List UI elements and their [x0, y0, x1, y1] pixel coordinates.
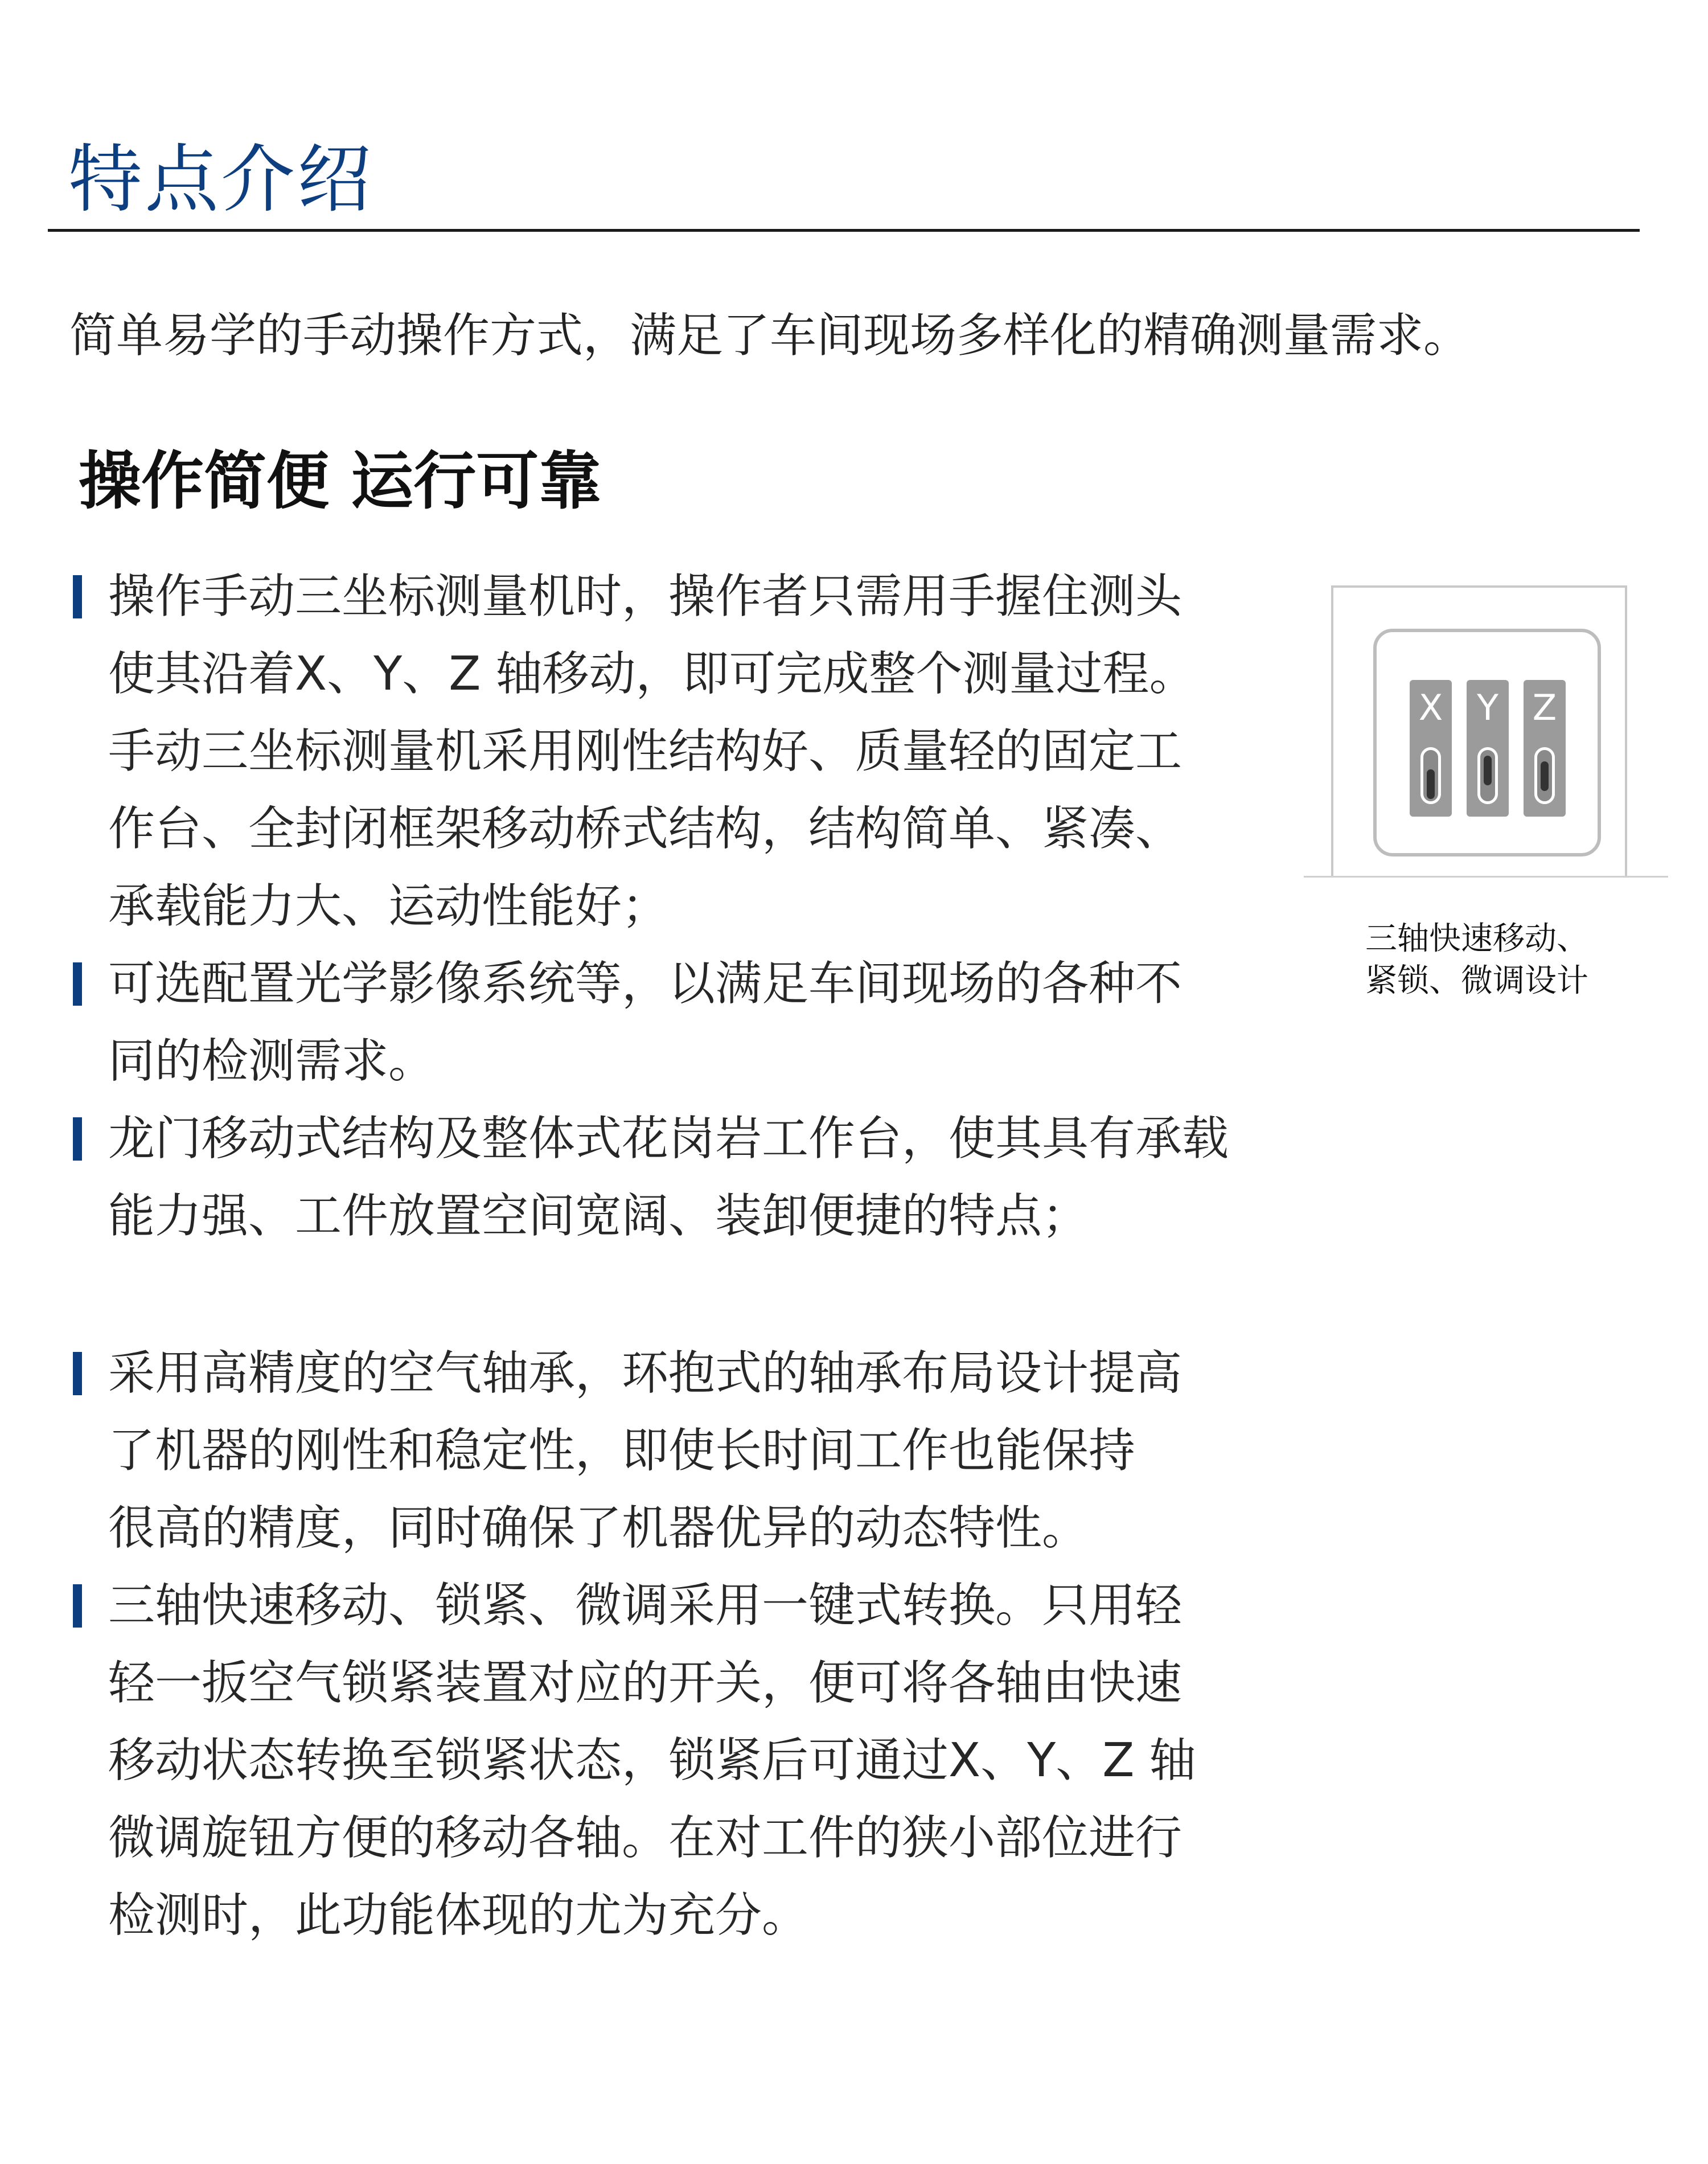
- bullet-text-line: 三轴快速移动、锁紧、微调采用一键式转换。只用轻: [108, 1579, 1183, 1633]
- bullet-text-line: 可选配置光学影像系统等，以满足车间现场的各种不: [108, 957, 1183, 1011]
- z-axis-switch: [1524, 680, 1566, 817]
- bullet-text-line: 了机器的刚性和稳定性，即使长时间工作也能保持: [108, 1424, 1136, 1478]
- bullet-text-line: 操作手动三坐标测量机时，操作者只需用手握住测头: [108, 569, 1183, 624]
- bullet-marker: [73, 575, 82, 618]
- toggle-switch-icon: [1420, 747, 1441, 804]
- bullet-text-line: 同的检测需求。: [108, 1034, 436, 1088]
- bullet-text-line: 承载能力大、运动性能好；: [108, 879, 669, 933]
- switch-knob: [1484, 756, 1492, 785]
- figure-caption: [1365, 918, 1588, 1002]
- bullet-text-line: 采用高精度的空气轴承，环抱式的轴承布局设计提高: [108, 1346, 1183, 1400]
- switch-knob: [1541, 761, 1549, 791]
- bullet-text-line: 很高的精度，同时确保了机器优异的动态特性。: [108, 1501, 1089, 1555]
- bullet-marker: [73, 1584, 82, 1628]
- figure-baseline: [1304, 876, 1668, 878]
- toggle-switch-icon: [1477, 747, 1498, 804]
- bullet-text-line: 移动状态转换至锁紧状态，锁紧后可通过X、Y、Z 轴: [108, 1733, 1196, 1788]
- bullet-marker: [73, 1117, 82, 1161]
- switch-label: X: [1418, 687, 1443, 728]
- page-title: 特点介绍: [68, 136, 374, 223]
- bullet-text-line: 微调旋钮方便的移动各轴。在对工件的狭小部位进行: [108, 1811, 1183, 1865]
- bullet-text-line: 作台、全封闭框架移动桥式结构，结构简单、紧凑、: [108, 802, 1183, 856]
- caption-line: 紧锁、微调设计: [1365, 962, 1588, 999]
- caption-line: 三轴快速移动、: [1365, 920, 1588, 957]
- bullet-text-line: 使其沿着X、Y、Z 轴移动，即可完成整个测量过程。: [108, 647, 1196, 701]
- switch-label: Y: [1477, 687, 1498, 728]
- intro-text: 简单易学的手动操作方式，满足了车间现场多样化的精确测量需求。: [69, 309, 1471, 363]
- bullet-marker: [73, 1352, 82, 1395]
- title-divider: [48, 229, 1640, 232]
- bullet-text-line: 检测时，此功能体现的尤为充分。: [108, 1888, 809, 1942]
- bullet-text-line: 能力强、工件放置空间宽阔、装卸便捷的特点；: [108, 1189, 1089, 1243]
- bullet-text-line: 轻一扳空气锁紧装置对应的开关，便可将各轴由快速: [108, 1656, 1183, 1710]
- bullet-marker: [73, 962, 82, 1006]
- toggle-switch-icon: [1534, 747, 1555, 804]
- switch-knob: [1427, 769, 1435, 799]
- bullet-text-line: 龙门移动式结构及整体式花岗岩工作台，使其具有承载: [108, 1112, 1229, 1166]
- section-title: 操作简便 运行可靠: [79, 445, 602, 518]
- y-axis-switch: [1467, 680, 1509, 817]
- switch-label: Z: [1532, 687, 1557, 728]
- bullet-text-line: 手动三坐标测量机采用刚性结构好、质量轻的固定工: [108, 724, 1183, 778]
- x-axis-switch: [1410, 680, 1452, 817]
